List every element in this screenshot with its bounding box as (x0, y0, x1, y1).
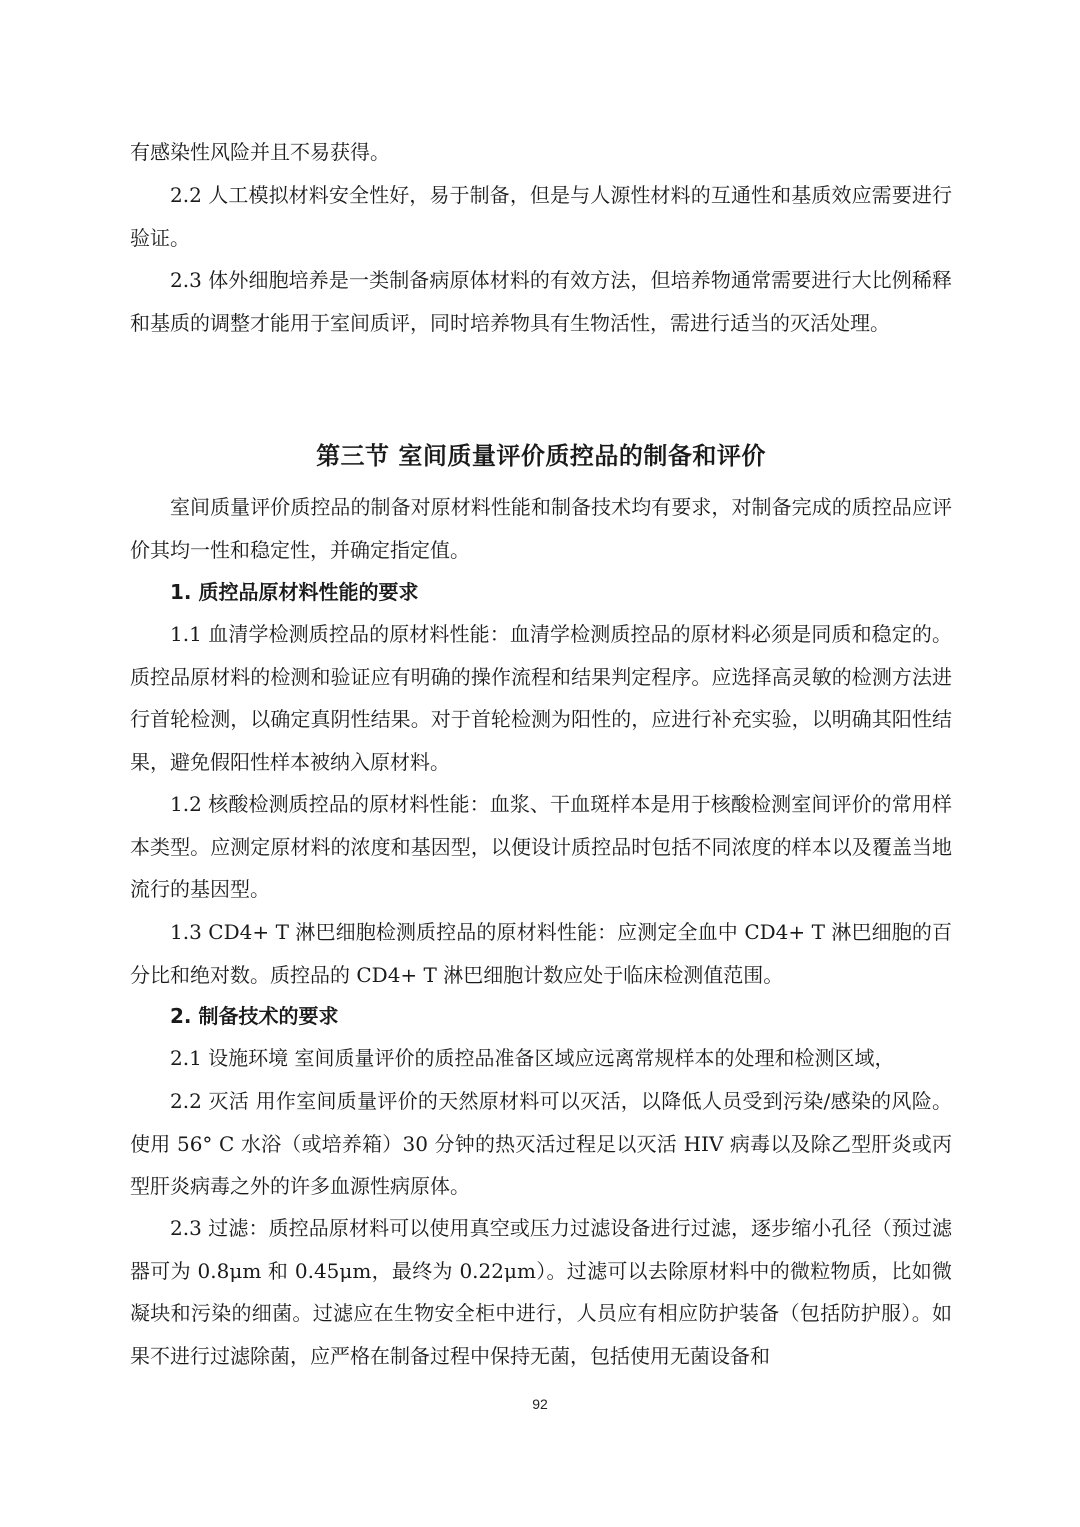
paragraph-continuation: 有感染性风险并且不易获得。 (130, 140, 390, 164)
paragraph-2-2-inactivation: 2.2 灭活 用作室间质量评价的天然原材料可以灭活，以降低人员受到污染/感染的风险。使用 56° C 水浴（或培养箱）30 分钟的热灭活过程足以灭活 HIV 病毒以及除乙型肝炎或丙型肝炎病毒之外的许多血源性病原体。 (130, 1089, 952, 1198)
page-number: 92 (532, 1396, 548, 1412)
paragraph-2-3-cell-culture: 2.3 体外细胞培养是一类制备病原体材料的有效方法，但培养物通常需要进行大比例稀释和基质的调整才能用于室间质评，同时培养物具有生物活性，需进行适当的灭活处理。 (130, 268, 952, 335)
paragraph-1-3-cd4: 1.3 CD4+ T 淋巴细胞检测质控品的原材料性能：应测定全血中 CD4+ T 淋巴细胞的百分比和绝对数。质控品的 CD4+ T 淋巴细胞计数应处于临床检测值范围。 (130, 920, 952, 987)
heading-preparation-techniques: 2. 制备技术的要求 (170, 1004, 339, 1028)
heading-material-requirements: 1. 质控品原材料性能的要求 (170, 580, 419, 604)
paragraph-2-3-filtration: 2.3 过滤：质控品原材料可以使用真空或压力过滤设备进行过滤，逐步缩小孔径（预过滤器可为 0.8μm 和 0.45μm，最终为 0.22μm）。过滤可以去除原材料中的微粒物质，比如微凝块和污染的细菌。过滤应在生物安全柜中进行，人员应有相应防护装备（包括防护服）。如果不进行过滤除菌，应严格在制备过程中保持无菌，包括使用无菌设备和 (130, 1216, 952, 1368)
paragraph-1-1-serology: 1.1 血清学检测质控品的原材料性能：血清学检测质控品的原材料必须是同质和稳定的。质控品原材料的检测和验证应有明确的操作流程和结果判定程序。应选择高灵敏的检测方法进行首轮检测，以确定真阴性结果。对于首轮检测为阳性的，应进行补充实验，以明确其阳性结果，避免假阳性样本被纳入原材料。 (130, 622, 952, 774)
section-intro: 室间质量评价质控品的制备对原材料性能和制备技术均有要求，对制备完成的质控品应评价其均一性和稳定性，并确定指定值。 (130, 495, 952, 562)
section-title: 第三节 室间质量评价质控品的制备和评价 (316, 442, 766, 470)
paragraph-2-2-artificial-materials: 2.2 人工模拟材料安全性好，易于制备，但是与人源性材料的互通性和基质效应需要进行验证。 (130, 183, 952, 250)
paragraph-1-2-nucleic-acid: 1.2 核酸检测质控品的原材料性能：血浆、干血斑样本是用于核酸检测室间评价的常用样本类型。应测定原材料的浓度和基因型，以便设计质控品时包括不同浓度的样本以及覆盖当地流行的基因型。 (130, 792, 952, 901)
paragraph-2-1-facilities: 2.1 设施环境 室间质量评价的质控品准备区域应远离常规样本的处理和检测区域， (170, 1046, 895, 1070)
